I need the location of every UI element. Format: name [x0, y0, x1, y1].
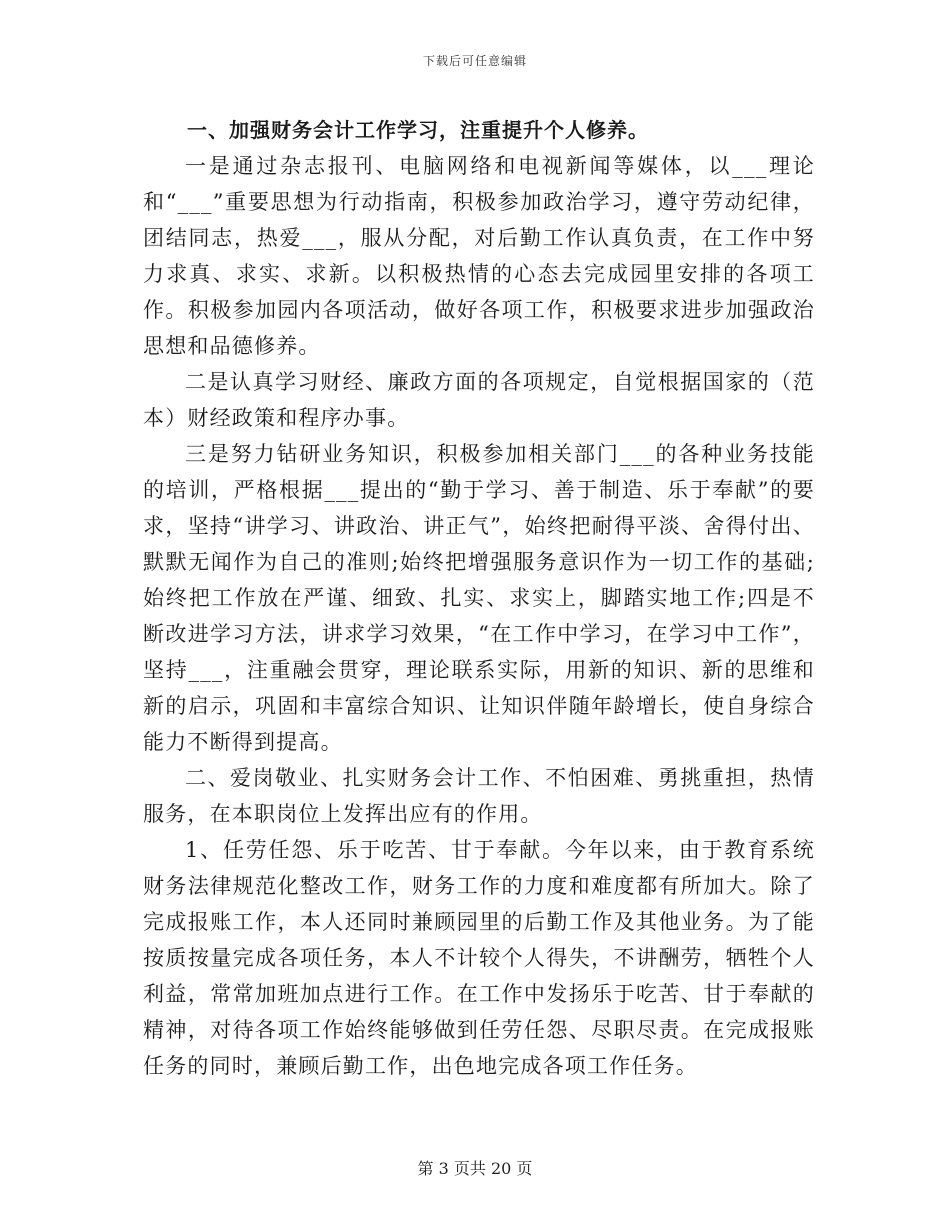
page-number-footer: 第 3 页共 20 页	[417, 1159, 533, 1178]
paragraph-1: 一是通过杂志报刊、电脑网络和电视新闻等媒体，以___理论和“___”重要思想为行动指南，积极参加政治学习，遵守劳动纪律，团结同志，热爱___，服从分配，对后勤工作认真负责，在工作中努力求真、求实、求新。以积极热情的心态去完成园里安排的各项工作。积极参加园内各项活动，做好各项工作，积极要求进步加强政治思想和品德修养。	[143, 154, 815, 358]
document-body	[143, 112, 815, 1084]
paragraph-3: 三是努力钻研业务知识，积极参加相关部门___的各种业务技能的培训，严格根据___提出的“勤于学习、善于制造、乐于奉献”的要求，坚持“讲学习、讲政治、讲正气”，始终把耐得平淡、舍得付出、默默无闻作为自己的准则;始终把增强服务意识作为一切工作的基础;始终把工作放在严谨、细致、扎实、求实上，脚踏实地工作;四是不断改进学习方法，讲求学习效果，“在工作中学习，在学习中工作”，坚持___，注重融会贯穿，理论联系实际，用新的知识、新的思维和新的启示，巩固和丰富综合知识、让知识伴随年龄增长，使自身综合能力不断得到提高。	[143, 442, 815, 754]
paragraph-4: 二、爱岗敬业、扎实财务会计工作、不怕困难、勇挑重担，热情服务，在本职岗位上发挥出应有的作用。	[143, 766, 815, 826]
section-heading: 一、加强财务会计工作学习，注重提升个人修养。	[187, 118, 649, 142]
paragraph-2: 二是认真学习财经、廉政方面的各项规定，自觉根据国家的（范本）财经政策和程序办事。	[143, 370, 815, 430]
header-note: 下载后可任意编辑	[422, 54, 527, 68]
paragraph-5: 1、任劳任怨、乐于吃苦、甘于奉献。今年以来，由于教育系统财务法律规范化整改工作，财务工作的力度和难度都有所加大。除了完成报账工作，本人还同时兼顾园里的后勤工作及其他业务。为了能按质按量完成各项任务，本人不计较个人得失，不讲酬劳，牺牲个人利益，常常加班加点进行工作。在工作中发扬乐于吃苦、甘于奉献的精神，对待各项工作始终能够做到任劳任怨、尽职尽责。在完成报账任务的同时，兼顾后勤工作，出色地完成各项工作任务。	[143, 838, 815, 1078]
